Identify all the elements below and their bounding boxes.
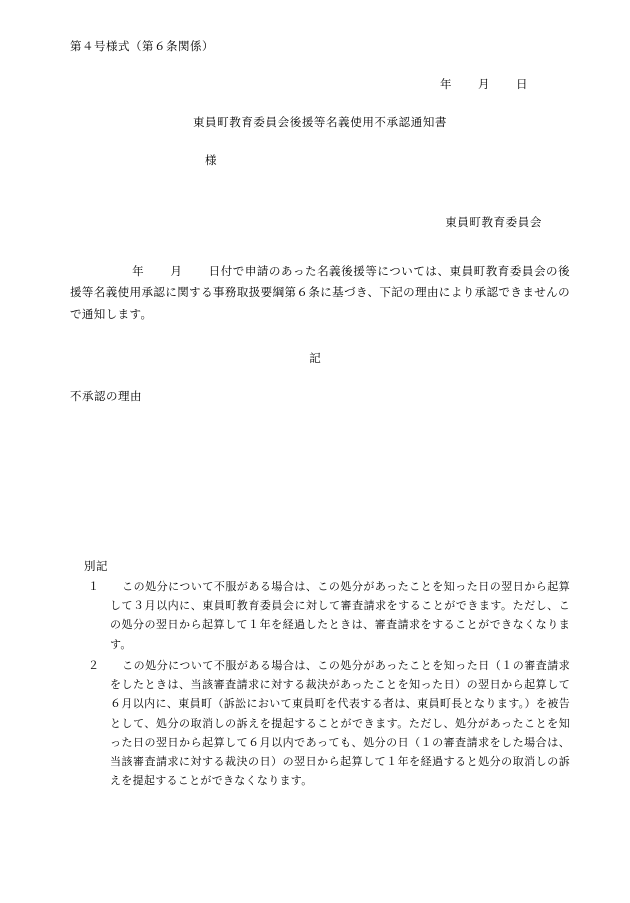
body-paragraph [70,262,570,326]
appendix-title: 別記 [84,560,108,573]
issuer-name: 東員町教育委員会 [445,217,542,229]
ki-mark: 記 [309,352,321,365]
page-title: 東員町教育委員会後援等名義使用不承認通知書 [192,117,448,129]
application-date-day-and-text: 日付で申請のあった名義後援等については、東員町教育委員会の後援等 [70,266,571,300]
appendix-item-number: ２ [88,659,99,672]
issue-date-day: 日 [516,79,528,91]
list-item [84,657,570,792]
list-item [84,578,570,655]
reason-blank-area [70,404,570,552]
appendix-item-number: １ [88,580,99,593]
appendix-item-text: この処分について不服がある場合は、この処分があったことを知った日（１の審査請求をしたときは、当該審査請求に対する裁決があったことを知った日）の翌日から起算して６月以内に、東員町（訴訟において東員町を代表する者は、東員町長となります。）を被告として、処分の取消しの訴えを提起することができます。ただし、処分があったことを知った日の翌日から起算して６月以内であっても、処分の日（１の審査請求をした場合は、当該審査請求に対する裁決の日）の翌日から起算して１年を経過すると処分の取消しの訴えを提起することができなくなります。 [110,659,570,788]
form-number: 第４号様式（第６条関係） [70,41,214,53]
issue-date-month: 月 [478,79,490,91]
application-date-month: 月 [170,266,183,278]
issue-date-line [70,76,570,92]
addressee-line: 様 [205,155,217,167]
body-remainder: 名義使用承認に関する事務取扱要綱第６条に基づき、下記の理由により承認できませんので通知します。 [70,287,570,321]
appendix-item-text: この処分について不服がある場合は、この処分があったことを知った日の翌日から起算して３月以内に、東員町教育委員会に対して審査請求をすることができます。ただし、この処分の翌日から起算して１年を経過したときは、審査請求をすることができなくなります。 [110,580,570,651]
application-date-year: 年 [132,266,145,278]
appendix-section [70,558,570,792]
issue-date-year: 年 [440,79,452,91]
reason-label: 不承認の理由 [70,390,142,403]
